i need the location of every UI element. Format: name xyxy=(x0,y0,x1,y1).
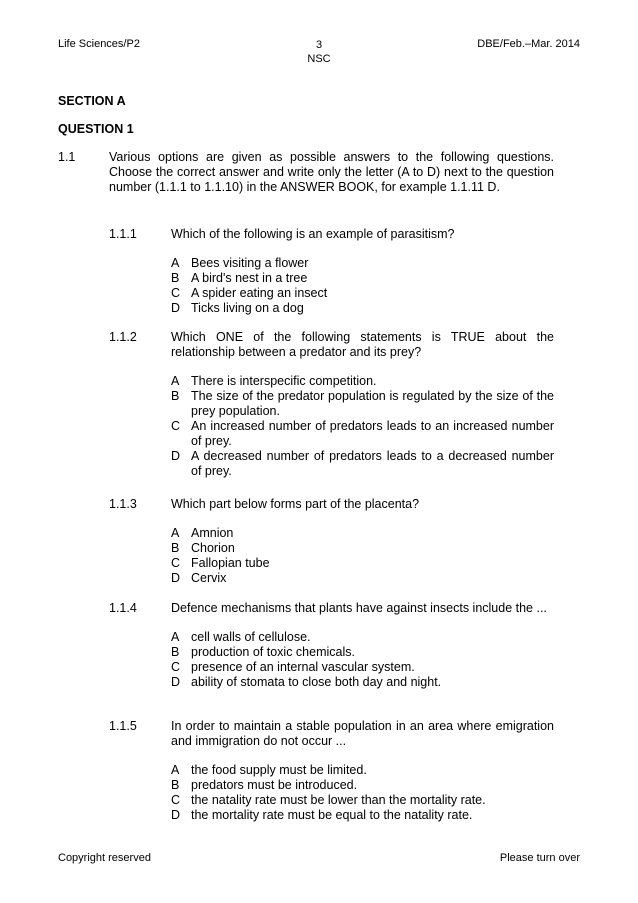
option-letter: D xyxy=(171,571,181,585)
option-text: Cervix xyxy=(191,571,227,585)
option xyxy=(171,645,554,660)
option-text: Ticks living on a dog xyxy=(191,301,304,315)
option-letter: D xyxy=(171,301,181,315)
options-list xyxy=(171,374,554,479)
option-letter: C xyxy=(171,556,181,570)
question-number: 1.1.5 xyxy=(109,719,137,733)
option-text: A bird's nest in a tree xyxy=(191,271,308,285)
options-list xyxy=(171,256,554,316)
question-title: QUESTION 1 xyxy=(58,122,134,136)
option-letter: C xyxy=(171,419,181,433)
question-1-1-4 xyxy=(109,601,554,690)
option-text: the natality rate must be lower than the mortality rate. xyxy=(191,793,486,807)
option-letter: B xyxy=(171,541,180,555)
question-instructions: Various options are given as possible answers to the following questions. Choose the correct answer and write only the letter (A to D) next to the question number (1.1.1 to 1.1.10) in the ANSWER BOOK, for example 1.1.11 D. xyxy=(109,150,554,194)
footer-copyright: Copyright reserved xyxy=(58,852,151,864)
option xyxy=(171,793,554,808)
option-text: cell walls of cellulose. xyxy=(191,630,311,644)
option-text: predators must be introduced. xyxy=(191,778,358,792)
option-letter: B xyxy=(171,645,180,659)
question-text: Which ONE of the following statements is TRUE about the relationship between a predator and its prey? xyxy=(171,330,554,359)
option-letter: C xyxy=(171,660,181,674)
option-letter: A xyxy=(171,763,180,777)
option-text: Bees visiting a flower xyxy=(191,256,309,270)
question-1-1-5 xyxy=(109,719,554,823)
option-letter: D xyxy=(171,808,181,822)
question-text: Which part below forms part of the placenta? xyxy=(171,497,420,511)
option-text: Amnion xyxy=(191,526,234,540)
option xyxy=(171,301,554,316)
option xyxy=(171,541,554,556)
option xyxy=(171,526,554,541)
footer-turn-over: Please turn over xyxy=(499,852,580,864)
option xyxy=(171,660,554,675)
option-text: presence of an internal vascular system. xyxy=(191,660,415,674)
header-nsc: NSC xyxy=(307,53,331,65)
option xyxy=(171,675,554,690)
question-text: Defence mechanisms that plants have against insects include the ... xyxy=(171,601,547,615)
question-1-1-1 xyxy=(109,227,554,316)
option-text: A decreased number of predators leads to a decreased number of prey. xyxy=(191,449,554,478)
question-1-1 xyxy=(58,150,554,195)
section-title: SECTION A xyxy=(58,94,126,108)
option xyxy=(171,449,554,479)
option xyxy=(171,286,554,301)
question-1-1-2 xyxy=(109,330,554,479)
question-text: In order to maintain a stable population in an area where emigration and immigration do not occur ... xyxy=(171,719,554,748)
option-text: Fallopian tube xyxy=(191,556,270,570)
option xyxy=(171,556,554,571)
option xyxy=(171,778,554,793)
question-1-1-3 xyxy=(109,497,554,586)
option-letter: B xyxy=(171,778,180,792)
option-text: Chorion xyxy=(191,541,235,555)
option-letter: D xyxy=(171,449,181,463)
question-number: 1.1.3 xyxy=(109,497,137,511)
option xyxy=(171,419,554,449)
option-text: production of toxic chemicals. xyxy=(191,645,355,659)
question-number: 1.1.4 xyxy=(109,601,137,615)
header-subject: Life Sciences/P2 xyxy=(58,38,140,50)
option xyxy=(171,763,554,778)
option xyxy=(171,630,554,645)
option-text: ability of stomata to close both day and night. xyxy=(191,675,442,689)
option-text: A spider eating an insect xyxy=(191,286,328,300)
option-letter: C xyxy=(171,793,181,807)
option xyxy=(171,271,554,286)
option-letter: B xyxy=(171,271,180,285)
option xyxy=(171,389,554,419)
option-letter: A xyxy=(171,256,180,270)
option-letter: C xyxy=(171,286,181,300)
option xyxy=(171,571,554,586)
option-text: the mortality rate must be equal to the natality rate. xyxy=(191,808,473,822)
option-text: The size of the predator population is regulated by the size of the prey population. xyxy=(191,389,554,418)
options-list xyxy=(171,630,554,690)
question-number: 1.1.1 xyxy=(109,227,137,241)
option xyxy=(171,808,554,823)
option-letter: A xyxy=(171,630,180,644)
option-text: There is interspecific competition. xyxy=(191,374,377,388)
option-text: the food supply must be limited. xyxy=(191,763,367,777)
option-letter: A xyxy=(171,374,180,388)
option xyxy=(171,374,554,389)
option-letter: A xyxy=(171,526,180,540)
question-text: Which of the following is an example of parasitism? xyxy=(171,227,455,241)
option xyxy=(171,256,554,271)
option-letter: D xyxy=(171,675,181,689)
question-number: 1.1.2 xyxy=(109,330,137,344)
page-number: 3 xyxy=(315,39,323,51)
question-number: 1.1 xyxy=(58,150,76,164)
option-letter: B xyxy=(171,389,180,403)
option-text: An increased number of predators leads to an increased number of prey. xyxy=(191,419,554,448)
options-list xyxy=(171,526,554,586)
options-list xyxy=(171,763,554,823)
header-date: DBE/Feb.–Mar. 2014 xyxy=(477,38,580,50)
